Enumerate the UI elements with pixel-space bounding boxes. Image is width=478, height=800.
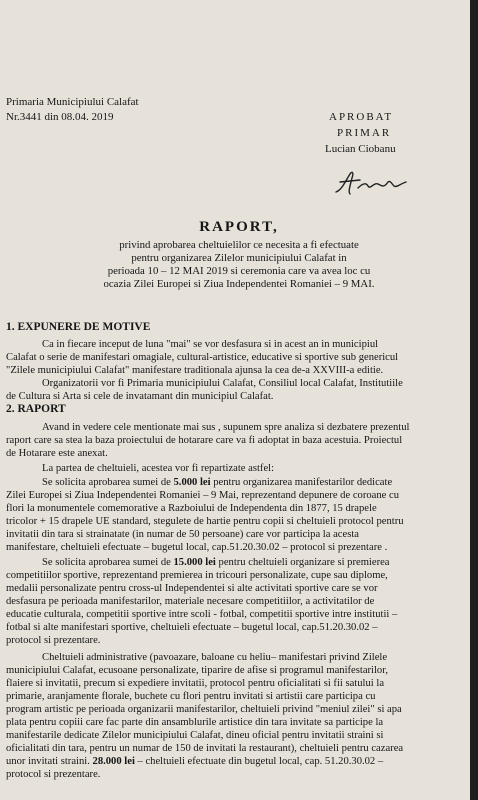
paragraph-line: municipiului Calafat, ecusoane personalizate, tiparire de afise si programul manifestarilor,: [6, 665, 388, 676]
paragraph-line: oficialitati din tara, pentru un numar de 150 de invitati la restaurant), cheltuieli pentru cazarea: [6, 743, 404, 754]
paragraph-line: de Cultura si Arta si cele de invatamant din municipiul Calafat.: [6, 391, 274, 402]
paragraph-line: competitiilor sportive, reprezentand premierea in tricouri personalizate, cupe sau diplome,: [6, 570, 388, 581]
paragraph-line: fotbal si alte manifestari sportive, cheltuieli efectuate – bugetul local, cap.51.20.30.02 –: [6, 622, 378, 633]
cost-item-2-first-line: Se solicita aprobarea sumei de 15.000 lei pentru cheltuieli organizare si premierea: [42, 557, 390, 568]
mayor-title: PRIMAR: [337, 127, 392, 139]
paragraph-line: protocol si prezentare.: [6, 769, 101, 780]
costs-intro: La partea de cheltuieli, acestea vor fi repartizate astfel:: [42, 463, 275, 474]
paragraph-line: Zilei Europei si Ziua Independentei Romaniei – 9 Mai, reprezentand depunere de coroane cu: [6, 490, 399, 501]
paragraph-line: flaiere si invitatii, precum si expediere invitatii, protocol pentru oficialitati si fii satului la: [6, 678, 385, 689]
paragraph-line: de Hotarare este anexat.: [6, 448, 108, 459]
paragraph-line: manifestarile dedicate Zilelor municipiului Calafat, dineu oficial pentru invitatii straini si: [6, 730, 384, 741]
paragraph-line: desfasura pe perioada manifestarilor, materiale necesare competitiilor, a activitatilor de: [6, 596, 375, 607]
paragraph-line: Ca in fiecare inceput de luna "mai" se vor desfasura si in acest an in municipiul: [42, 339, 379, 350]
cost-item-3-amount-line: unor invitati straini. 28.000 lei – cheltuieli efectuate din bugetul local, cap. 51.20.30.02 –: [6, 756, 384, 767]
paragraph-line: "Zilele municipiului Calafat" manifestare traditionala ajunsa la cea de-a XXVIII-a editie.: [6, 365, 384, 376]
paragraph-line: manifestare, cheltuieli efectuate – bugetul local, cap.51.20.30.02 – protocol si prezentare .: [6, 542, 388, 553]
paragraph-line: educatie culturala, competitii sportive intre scoli - fotbal, competitii sportive intre institutii –: [6, 609, 398, 620]
paragraph-line: protocol si prezentare.: [6, 635, 101, 646]
cost-item-1-first-line: Se solicita aprobarea sumei de 5.000 lei pentru organizarea manifestarilor dedicate: [42, 477, 393, 488]
paragraph-line: primarie, aranjamente florale, buchete cu flori pentru invitati si artistii care participa cu: [6, 691, 376, 702]
paragraph-line: invitatii din tara si strainatate (in numar de 50 persoane) care vor participa la acesta: [6, 529, 359, 540]
approved-label: APROBAT: [329, 111, 394, 123]
mayor-signature: [330, 168, 410, 200]
report-title: RAPORT,: [199, 219, 279, 235]
subtitle-line: ocazia Zilei Europei si Ziua Independentei Romaniei – 9 MAI.: [103, 278, 375, 290]
cost-amount-3: 28.000 lei: [92, 756, 135, 767]
paragraph-line: raport care sa stea la baza proiectului de hotarare care va fi adoptat in baza acestuia. Proiectul: [6, 435, 403, 446]
paragraph-line: Organizatorii vor fi Primaria municipiului Calafat, Consiliul local Calafat, Institutiile: [42, 378, 403, 389]
scan-edge: [470, 0, 478, 800]
cost-amount-2: 15.000 lei: [173, 557, 216, 568]
paragraph-line: Cheltuieli administrative (pavoazare, baloane cu heliu– manifestari privind Zilele: [42, 652, 388, 663]
mayor-name: Lucian Ciobanu: [325, 143, 396, 155]
cost-amount-1: 5.000 lei: [173, 477, 211, 488]
subtitle-line: privind aprobarea cheltuielilor ce necesita a fi efectuate: [119, 239, 359, 251]
paragraph-line: tricolor + 15 drapele UE standard, stegulete de hartie pentru copii si cheltuieli protocol pentru: [6, 516, 404, 527]
paragraph-line: medalii personalizate pentru cross-ul Independentei si alte activitati sportive care se vor: [6, 583, 378, 594]
institution-name: Primaria Municipiului Calafat: [6, 96, 139, 108]
registration-number: Nr.3441 din 08.04. 2019: [6, 111, 114, 123]
paragraph-line: flori la monumentele comemorative a Razboiului de Independenta din 1877, 15 drapele: [6, 503, 377, 514]
paragraph-line: plata pentru copiii care fac parte din ansamblurile artistice din tara invitate sa participe la: [6, 717, 384, 728]
paragraph-line: program artistic pe perioada organizarii manifestarilor, cheltuieli privind "meniul zilei" si apa: [6, 704, 402, 715]
subtitle-line: pentru organizarea Zilelor municipiului Calafat in: [131, 252, 347, 264]
paragraph-line: Avand in vedere cele mentionate mai sus , supunem spre analiza si dezbatere prezentul: [42, 422, 410, 433]
subtitle-line: perioada 10 – 12 MAI 2019 si ceremonia care va avea loc cu: [107, 265, 371, 277]
section-heading-motives: 1. EXPUNERE DE MOTIVE: [6, 321, 151, 333]
paragraph-line: Calafat o serie de manifestari omagiale, cultural-artistice, educative si sportive sub genericul: [6, 352, 399, 363]
section-heading-report: 2. RAPORT: [6, 403, 66, 415]
